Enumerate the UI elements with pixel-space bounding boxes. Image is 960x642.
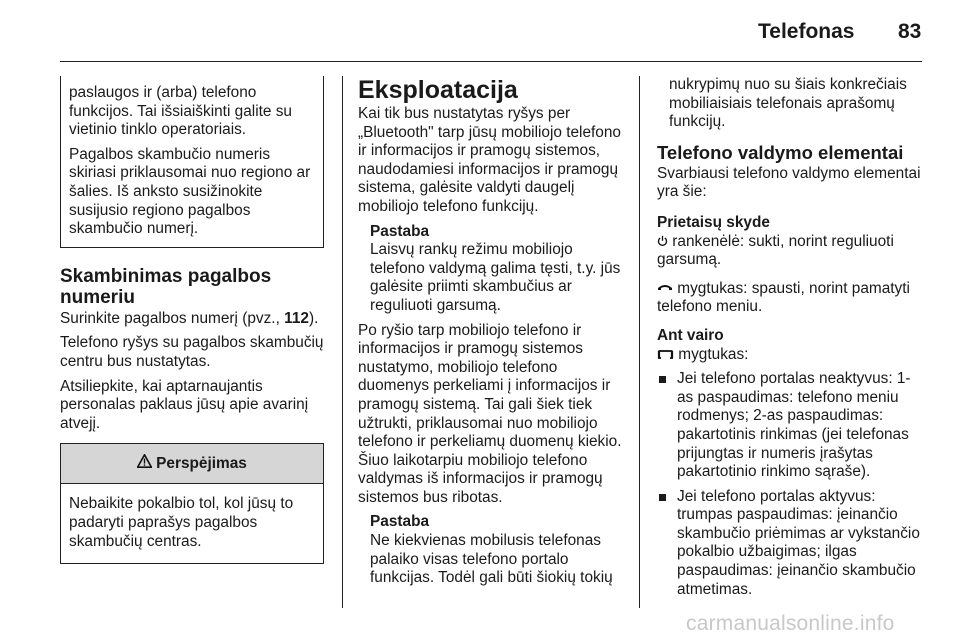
header-divider — [60, 61, 922, 62]
warning-header — [61, 444, 323, 484]
note-1-body: Laisvų rankų režimu mobiliojo telefono valdymą galima tęsti, t.y. jūs galėsite priimti skambučius ar reguliuoti garsumą. — [370, 241, 621, 314]
continued-note-box — [60, 76, 324, 248]
controls-heading: Telefono valdymo elementai — [657, 141, 904, 163]
steering-button-list — [657, 370, 925, 599]
emergency-paragraph-2: Telefono ryšys su pagalbos skambučių centru bus nustatytas. — [60, 334, 324, 370]
emergency-paragraph-1: Surinkite pagalbos numerį (pvz., 112). — [60, 309, 319, 327]
phone-button-item: mygtukas: spausti, norint pamatyti telefono meniu. — [657, 279, 910, 316]
note-1 — [358, 223, 626, 316]
instrument-panel-heading: Prietaisų skyde — [657, 213, 770, 231]
volume-knob-item: rankenėlė: sukti, norint reguliuoti garsumą. — [657, 232, 894, 269]
box-paragraph-1: paslaugos ir (arba) telefono funkcijos. Tai išsiaiškinti galite su vietinio tinklo operatoriais. — [69, 84, 292, 139]
warning-title: Perspėjimas — [156, 454, 247, 472]
column-3 — [657, 76, 925, 605]
page-number: 83 — [898, 20, 922, 43]
warning-body: Nebaikite pokalbio tol, kol jūsų to padaryti paprašys pagalbos skambučių centras. — [69, 495, 294, 550]
note-2-body: Ne kiekvienas mobilusis telefonas palaiko visas telefono portalo funkcijas. Todėl gali būti šiokių tokių — [370, 532, 613, 587]
steering-wheel-heading: Ant vairo — [657, 326, 724, 344]
page-title: Telefonas — [758, 20, 855, 43]
watermark-text: carmanualsonline.info — [686, 612, 895, 635]
warning-box — [60, 443, 324, 564]
phone-handset-icon — [657, 280, 673, 299]
column-divider-2 — [639, 76, 640, 608]
list-item: Jei telefono portalas aktyvus: trumpas paspaudimas: įeinančio skambučio priėmimas ar vykstančio pokalbio užbaigimas; ilgas paspaudimas: įeinančio skambučio atmetimas. — [657, 488, 925, 600]
column-2 — [358, 76, 626, 594]
emergency-call-heading: Skambinimas pagalbos numeriu — [60, 265, 272, 308]
note-1-heading: Pastaba — [370, 222, 430, 240]
operation-paragraph-2: Po ryšio tarp mobiliojo telefono ir informacijos ir pramogų sistemos nustatymo, mobiliojo telefono duomenys perkeliami į informacijos ir pramogų sistemą. Tai gali šiek tiek užtrukti, priklausomai nuo mobiliojo telefono ir perkeliamų duomenų kiekio. Šiuo laikotarpiu mobiliojo telefono valdymas iš informacijos ir pramogų sistemos bus ribotas. — [358, 321, 622, 506]
operation-heading: Eksploatacija — [358, 76, 518, 104]
controls-intro: Svarbiausi telefono valdymo elementai yra šie: — [657, 164, 921, 201]
emergency-number: 112 — [284, 309, 309, 327]
power-knob-icon — [657, 233, 668, 252]
list-item: Jei telefono portalas neaktyvus: 1-as paspaudimas: telefono meniu rodmenys; 2-as paspaudimas: pakartotinis rinkimas (jei telefonas prijungtas ir numeris įrašytas pakartotinio rinkimo sąraše). — [657, 370, 925, 482]
note-2 — [358, 513, 626, 587]
column-1 — [60, 76, 324, 564]
note-2-heading: Pastaba — [370, 513, 430, 531]
warning-triangle-icon — [137, 454, 152, 474]
column-divider-1 — [342, 76, 343, 608]
operation-paragraph-1: Kai tik bus nustatytas ryšys per „Bluetooth" tarp jūsų mobiliojo telefono ir informacijos ir pramogų sistemos, naudodamiesi informacijos ir pramogų sistema, galėsite valdyti daugelį mobiliojo telefono funkcijų. — [358, 105, 621, 215]
steering-phone-icon — [657, 346, 674, 365]
note-2-continued: nukrypimų nuo su šiais konkrečiais mobiliaisiais telefonais aprašomų funkcijų. — [669, 76, 907, 131]
steering-button-item: mygtukas: — [657, 346, 925, 365]
page-header — [0, 0, 960, 62]
emergency-paragraph-3: Atsiliepkite, kai aptarnaujantis personalas paklaus jūsų apie avarinį atvejį. — [60, 377, 309, 432]
box-paragraph-2: Pagalbos skambučio numeris skiriasi priklausomai nuo regiono ar šalies. Iš anksto susižinokite susijusio regiono pagalbos skambučio numerį. — [69, 145, 311, 238]
